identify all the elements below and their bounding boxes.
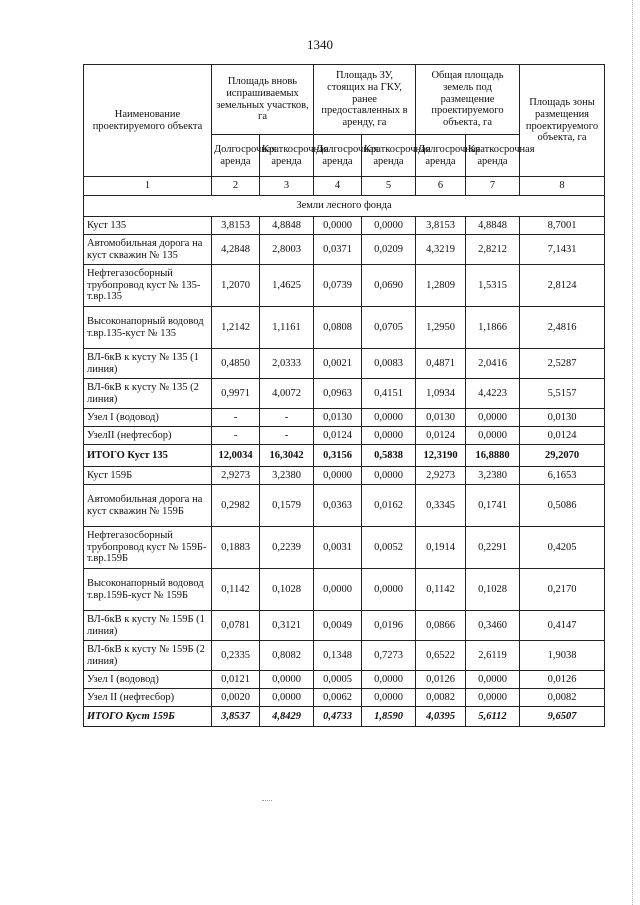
- value-cell: 0,0000: [362, 427, 416, 445]
- table-row: [84, 307, 605, 349]
- land-area-table: [83, 64, 605, 727]
- value-cell: 4,8429: [260, 707, 314, 727]
- object-name-cell: Высоконапорный водовод т.вр.135-куст № 135: [84, 307, 212, 349]
- value-cell: 16,8880: [466, 445, 520, 467]
- scan-mark: [262, 800, 272, 801]
- value-cell: 0,0866: [416, 611, 466, 641]
- value-cell: 8,7001: [520, 217, 605, 235]
- value-cell: 16,3042: [260, 445, 314, 467]
- table-row: [84, 235, 605, 265]
- table-row: [84, 265, 605, 307]
- value-cell: 0,0021: [314, 349, 362, 379]
- value-cell: 0,8082: [260, 641, 314, 671]
- value-cell: 5,6112: [466, 707, 520, 727]
- value-cell: 0,0082: [416, 689, 466, 707]
- value-cell: 0,0000: [466, 671, 520, 689]
- value-cell: 3,2380: [466, 467, 520, 485]
- value-cell: 0,0130: [416, 409, 466, 427]
- value-cell: 1,9038: [520, 641, 605, 671]
- value-cell: 0,2291: [466, 527, 520, 569]
- subheader-short-term: Краткосрочная аренда: [362, 135, 416, 177]
- value-cell: 0,4205: [520, 527, 605, 569]
- value-cell: 9,6507: [520, 707, 605, 727]
- scan-margin-line: [632, 0, 634, 905]
- value-cell: 1,5315: [466, 265, 520, 307]
- value-cell: 0,0124: [416, 427, 466, 445]
- table-row: [84, 641, 605, 671]
- object-name-cell: ВЛ-6кВ к кусту № 135 (2 линия): [84, 379, 212, 409]
- total-row: [84, 445, 605, 467]
- table-row: [84, 379, 605, 409]
- table-row: [84, 527, 605, 569]
- value-cell: 0,0739: [314, 265, 362, 307]
- value-cell: 0,0000: [466, 689, 520, 707]
- section-title: Земли лесного фонда: [84, 196, 605, 217]
- header-total-area: Общая площадь земель под размещение проектируемого объекта, га: [416, 65, 520, 135]
- value-cell: 0,0705: [362, 307, 416, 349]
- header-existing-plots: Площадь ЗУ, стоящих на ГКУ, ранее предоставленных в аренду, га: [314, 65, 416, 135]
- object-name-cell: Узел I (водовод): [84, 409, 212, 427]
- value-cell: 4,8848: [260, 217, 314, 235]
- value-cell: 12,3190: [416, 445, 466, 467]
- object-name-cell: Куст 135: [84, 217, 212, 235]
- value-cell: 29,2070: [520, 445, 605, 467]
- value-cell: 0,6522: [416, 641, 466, 671]
- value-cell: 0,0052: [362, 527, 416, 569]
- value-cell: 0,0083: [362, 349, 416, 379]
- value-cell: 1,2809: [416, 265, 466, 307]
- table-row: [84, 569, 605, 611]
- value-cell: 2,0416: [466, 349, 520, 379]
- value-cell: 0,3460: [466, 611, 520, 641]
- value-cell: 7,1431: [520, 235, 605, 265]
- value-cell: 3,8537: [212, 707, 260, 727]
- value-cell: 1,1161: [260, 307, 314, 349]
- table-row: [84, 671, 605, 689]
- value-cell: 0,4871: [416, 349, 466, 379]
- value-cell: 0,0000: [466, 427, 520, 445]
- object-name-cell: ВЛ-6кВ к кусту № 159Б (1 линия): [84, 611, 212, 641]
- subheader-long-term: Долгосрочная аренда: [416, 135, 466, 177]
- column-number: 7: [466, 177, 520, 196]
- object-name-cell: Автомобильная дорога на куст скважин № 159Б: [84, 485, 212, 527]
- value-cell: 0,0000: [260, 671, 314, 689]
- table-row: [84, 689, 605, 707]
- value-cell: 0,2982: [212, 485, 260, 527]
- value-cell: 0,0162: [362, 485, 416, 527]
- value-cell: 1,2070: [212, 265, 260, 307]
- value-cell: 0,0000: [314, 569, 362, 611]
- object-name-cell: ИТОГО Куст 159Б: [84, 707, 212, 727]
- table-row: [84, 217, 605, 235]
- table-row: [84, 467, 605, 485]
- subheader-long-term: Долгосрочная аренда: [314, 135, 362, 177]
- value-cell: 0,0371: [314, 235, 362, 265]
- value-cell: 0,0130: [520, 409, 605, 427]
- value-cell: 0,0000: [314, 467, 362, 485]
- table-row: [84, 427, 605, 445]
- value-cell: 0,0000: [466, 409, 520, 427]
- value-cell: 0,0781: [212, 611, 260, 641]
- value-cell: 0,0020: [212, 689, 260, 707]
- object-name-cell: ИТОГО Куст 135: [84, 445, 212, 467]
- value-cell: 0,2170: [520, 569, 605, 611]
- value-cell: 1,2950: [416, 307, 466, 349]
- value-cell: 0,0690: [362, 265, 416, 307]
- column-number: 1: [84, 177, 212, 196]
- value-cell: 2,8124: [520, 265, 605, 307]
- header-zone-area: Площадь зоны размещения проектируемого объекта, га: [520, 65, 605, 177]
- value-cell: 0,9971: [212, 379, 260, 409]
- value-cell: 0,4850: [212, 349, 260, 379]
- object-name-cell: Высоконапорный водовод т.вр.159Б-куст № 159Б: [84, 569, 212, 611]
- page-number: 1340: [307, 37, 333, 52]
- value-cell: 0,0000: [362, 467, 416, 485]
- value-cell: 0,0000: [362, 689, 416, 707]
- value-cell: 4,3219: [416, 235, 466, 265]
- value-cell: 0,0000: [314, 217, 362, 235]
- value-cell: 0,1142: [212, 569, 260, 611]
- total-row: [84, 707, 605, 727]
- value-cell: 0,0126: [416, 671, 466, 689]
- column-number: 2: [212, 177, 260, 196]
- value-cell: 0,1741: [466, 485, 520, 527]
- value-cell: 0,1028: [260, 569, 314, 611]
- column-number: 8: [520, 177, 605, 196]
- column-number: 6: [416, 177, 466, 196]
- value-cell: 0,0124: [520, 427, 605, 445]
- value-cell: 0,0124: [314, 427, 362, 445]
- value-cell: 5,5157: [520, 379, 605, 409]
- value-cell: 2,5287: [520, 349, 605, 379]
- subheader-short-term: Краткосрочная аренда: [466, 135, 520, 177]
- value-cell: 0,1883: [212, 527, 260, 569]
- value-cell: 0,0196: [362, 611, 416, 641]
- header-object-name: Наименование проектируемого объекта: [84, 65, 212, 177]
- value-cell: 4,4223: [466, 379, 520, 409]
- table-row: [84, 485, 605, 527]
- value-cell: 0,5838: [362, 445, 416, 467]
- object-name-cell: Куст 159Б: [84, 467, 212, 485]
- value-cell: 6,1653: [520, 467, 605, 485]
- value-cell: 0,0000: [260, 689, 314, 707]
- value-cell: 2,0333: [260, 349, 314, 379]
- value-cell: 1,4625: [260, 265, 314, 307]
- value-cell: 2,8212: [466, 235, 520, 265]
- table-row: [84, 349, 605, 379]
- value-cell: -: [212, 427, 260, 445]
- subheader-long-term: Долгосрочная аренда: [212, 135, 260, 177]
- object-name-cell: ВЛ-6кВ к кусту № 159Б (2 линия): [84, 641, 212, 671]
- column-number: 3: [260, 177, 314, 196]
- value-cell: 2,9273: [416, 467, 466, 485]
- value-cell: 0,0031: [314, 527, 362, 569]
- value-cell: 0,1914: [416, 527, 466, 569]
- value-cell: 0,0808: [314, 307, 362, 349]
- object-name-cell: Нефтегазосборный трубопровод куст № 135-т.вр.135: [84, 265, 212, 307]
- value-cell: 0,5086: [520, 485, 605, 527]
- value-cell: 0,3156: [314, 445, 362, 467]
- table-row: [84, 409, 605, 427]
- object-name-cell: Узел II (нефтесбор): [84, 689, 212, 707]
- value-cell: 2,9273: [212, 467, 260, 485]
- value-cell: 3,2380: [260, 467, 314, 485]
- value-cell: -: [212, 409, 260, 427]
- value-cell: 2,4816: [520, 307, 605, 349]
- object-name-cell: ВЛ-6кВ к кусту № 135 (1 линия): [84, 349, 212, 379]
- value-cell: 1,8590: [362, 707, 416, 727]
- value-cell: 0,3121: [260, 611, 314, 641]
- value-cell: 4,0395: [416, 707, 466, 727]
- column-number: 5: [362, 177, 416, 196]
- value-cell: 4,2848: [212, 235, 260, 265]
- object-name-cell: Нефтегазосборный трубопровод куст № 159Б-т.вр.159Б: [84, 527, 212, 569]
- value-cell: 0,3345: [416, 485, 466, 527]
- value-cell: 0,0005: [314, 671, 362, 689]
- subheader-short-term: Краткосрочная аренда: [260, 135, 314, 177]
- value-cell: 0,1142: [416, 569, 466, 611]
- value-cell: 2,8003: [260, 235, 314, 265]
- value-cell: 0,1028: [466, 569, 520, 611]
- object-name-cell: Узел I (водовод): [84, 671, 212, 689]
- value-cell: 0,1348: [314, 641, 362, 671]
- value-cell: 0,0209: [362, 235, 416, 265]
- value-cell: 0,2239: [260, 527, 314, 569]
- value-cell: 0,4147: [520, 611, 605, 641]
- column-number: 4: [314, 177, 362, 196]
- value-cell: 0,0000: [362, 569, 416, 611]
- value-cell: 0,0000: [362, 671, 416, 689]
- value-cell: 0,0049: [314, 611, 362, 641]
- value-cell: 2,6119: [466, 641, 520, 671]
- object-name-cell: УзелII (нефтесбор): [84, 427, 212, 445]
- value-cell: 0,4151: [362, 379, 416, 409]
- value-cell: 0,0121: [212, 671, 260, 689]
- object-name-cell: Автомобильная дорога на куст скважин № 135: [84, 235, 212, 265]
- value-cell: 0,1579: [260, 485, 314, 527]
- value-cell: 3,8153: [416, 217, 466, 235]
- value-cell: 0,0126: [520, 671, 605, 689]
- value-cell: 0,0363: [314, 485, 362, 527]
- value-cell: 12,0034: [212, 445, 260, 467]
- value-cell: 0,0130: [314, 409, 362, 427]
- value-cell: 0,0963: [314, 379, 362, 409]
- value-cell: -: [260, 409, 314, 427]
- value-cell: 0,2335: [212, 641, 260, 671]
- value-cell: 4,0072: [260, 379, 314, 409]
- value-cell: 0,0082: [520, 689, 605, 707]
- value-cell: 1,0934: [416, 379, 466, 409]
- header-new-plots: Площадь вновь испрашиваемых земельных участков, га: [212, 65, 314, 135]
- value-cell: 1,2142: [212, 307, 260, 349]
- value-cell: 0,0000: [362, 217, 416, 235]
- table-row: [84, 611, 605, 641]
- value-cell: 1,1866: [466, 307, 520, 349]
- value-cell: -: [260, 427, 314, 445]
- value-cell: 0,7273: [362, 641, 416, 671]
- value-cell: 3,8153: [212, 217, 260, 235]
- value-cell: 0,0062: [314, 689, 362, 707]
- value-cell: 4,8848: [466, 217, 520, 235]
- value-cell: 0,4733: [314, 707, 362, 727]
- value-cell: 0,0000: [362, 409, 416, 427]
